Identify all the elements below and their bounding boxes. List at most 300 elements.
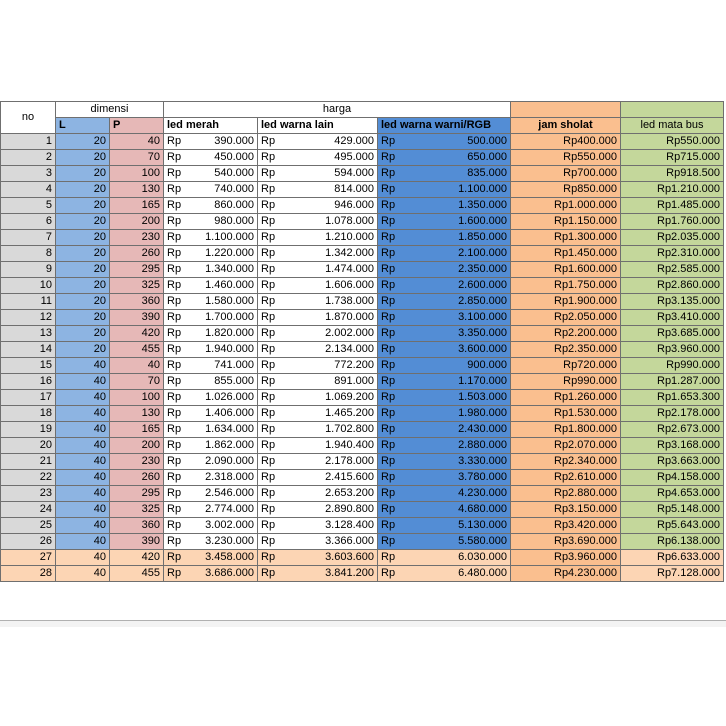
header-led-warna-warni[interactable]: led warna warni/RGB [378, 118, 511, 134]
dimension-l-cell[interactable]: 40 [56, 358, 110, 374]
dimension-p-cell[interactable]: 325 [110, 278, 164, 294]
header-jam-sholat[interactable]: jam sholat [511, 118, 621, 134]
currency-label: Rp [261, 295, 276, 307]
dimension-p-cell[interactable]: 200 [110, 214, 164, 230]
jam-sholat-cell[interactable]: Rp2.200.000 [511, 326, 621, 342]
led-warna-lain-cell[interactable] [258, 150, 378, 166]
dimension-p-cell[interactable]: 70 [110, 374, 164, 390]
jam-sholat-cell[interactable]: Rp990.000 [511, 374, 621, 390]
dimension-l-cell[interactable]: 20 [56, 246, 110, 262]
led-mata-bus-cell[interactable]: Rp3.960.000 [621, 342, 724, 358]
row-number-cell[interactable]: 16 [1, 374, 56, 390]
row-number-cell[interactable]: 24 [1, 502, 56, 518]
amount-value: 495.000 [334, 151, 374, 163]
led-mata-bus-cell[interactable]: Rp550.000 [621, 134, 724, 150]
led-mata-bus-cell[interactable]: Rp1.287.000 [621, 374, 724, 390]
row-number-cell[interactable]: 15 [1, 358, 56, 374]
row-number-cell[interactable]: 12 [1, 310, 56, 326]
led-warna-warni-cell[interactable] [378, 374, 511, 390]
jam-sholat-cell[interactable]: Rp1.000.000 [511, 198, 621, 214]
dimension-l-cell[interactable]: 40 [56, 470, 110, 486]
currency-label: Rp [261, 183, 276, 195]
row-number-cell[interactable]: 21 [1, 454, 56, 470]
led-merah-cell[interactable] [164, 198, 258, 214]
led-warna-warni-cell[interactable] [378, 566, 511, 582]
amount-value: 1.870.000 [325, 311, 374, 323]
table-row [1, 294, 724, 310]
led-merah-cell[interactable] [164, 470, 258, 486]
led-warna-warni-cell[interactable] [378, 550, 511, 566]
table-row [1, 246, 724, 262]
dimension-p-cell[interactable]: 40 [110, 134, 164, 150]
currency-label: Rp [381, 231, 396, 243]
amount-value: 1.940.000 [205, 343, 254, 355]
currency-label: Rp [381, 487, 396, 499]
dimension-l-cell[interactable]: 20 [56, 166, 110, 182]
jam-sholat-cell[interactable]: Rp2.350.000 [511, 342, 621, 358]
led-warna-warni-cell[interactable] [378, 390, 511, 406]
amount-value: 2.546.000 [205, 487, 254, 499]
jam-sholat-cell[interactable]: Rp720.000 [511, 358, 621, 374]
dimension-p-cell[interactable]: 165 [110, 198, 164, 214]
row-number-cell[interactable]: 6 [1, 214, 56, 230]
currency-label: Rp [167, 135, 182, 147]
dimension-l-cell[interactable]: 20 [56, 342, 110, 358]
sheet-tab-bar[interactable] [0, 620, 726, 627]
dimension-p-cell[interactable]: 260 [110, 246, 164, 262]
led-warna-lain-cell[interactable] [258, 470, 378, 486]
dimension-p-cell[interactable]: 100 [110, 166, 164, 182]
amount-value: 835.000 [467, 167, 507, 179]
led-warna-warni-cell[interactable] [378, 326, 511, 342]
row-number-cell[interactable]: 18 [1, 406, 56, 422]
led-warna-warni-cell[interactable] [378, 310, 511, 326]
led-warna-lain-cell[interactable] [258, 390, 378, 406]
jam-sholat-cell[interactable]: Rp1.150.000 [511, 214, 621, 230]
led-mata-bus-cell[interactable]: Rp2.310.000 [621, 246, 724, 262]
led-mata-bus-cell[interactable]: Rp1.210.000 [621, 182, 724, 198]
led-merah-cell[interactable] [164, 438, 258, 454]
led-warna-lain-cell[interactable] [258, 502, 378, 518]
dimension-p-cell[interactable]: 295 [110, 486, 164, 502]
led-warna-lain-cell[interactable] [258, 182, 378, 198]
row-number-cell[interactable]: 25 [1, 518, 56, 534]
currency-label: Rp [381, 183, 396, 195]
led-mata-bus-cell[interactable]: Rp4.158.000 [621, 470, 724, 486]
row-number-cell[interactable]: 28 [1, 566, 56, 582]
led-warna-lain-cell[interactable] [258, 486, 378, 502]
led-mata-bus-cell[interactable]: Rp7.128.000 [621, 566, 724, 582]
jam-sholat-cell[interactable]: Rp2.050.000 [511, 310, 621, 326]
led-warna-lain-cell[interactable] [258, 374, 378, 390]
currency-label: Rp [261, 439, 276, 451]
row-number-cell[interactable]: 2 [1, 150, 56, 166]
led-mata-bus-cell[interactable]: Rp3.135.000 [621, 294, 724, 310]
row-number-cell[interactable]: 4 [1, 182, 56, 198]
jam-sholat-cell[interactable]: Rp2.880.000 [511, 486, 621, 502]
amount-value: 3.350.000 [458, 327, 507, 339]
row-number-cell[interactable]: 17 [1, 390, 56, 406]
led-warna-lain-cell[interactable] [258, 518, 378, 534]
amount-value: 1.220.000 [205, 247, 254, 259]
led-mata-bus-cell[interactable]: Rp2.860.000 [621, 278, 724, 294]
currency-label: Rp [381, 167, 396, 179]
dimension-l-cell[interactable]: 40 [56, 518, 110, 534]
table-row [1, 326, 724, 342]
led-warna-lain-cell[interactable] [258, 534, 378, 550]
led-mata-bus-cell[interactable]: Rp715.000 [621, 150, 724, 166]
dimension-l-cell[interactable]: 20 [56, 198, 110, 214]
jam-sholat-cell[interactable]: Rp3.150.000 [511, 502, 621, 518]
currency-label: Rp [261, 151, 276, 163]
led-merah-cell[interactable] [164, 326, 258, 342]
dimension-l-cell[interactable]: 40 [56, 502, 110, 518]
led-warna-lain-cell[interactable] [258, 262, 378, 278]
jam-sholat-cell[interactable]: Rp1.450.000 [511, 246, 621, 262]
row-number-cell[interactable]: 27 [1, 550, 56, 566]
led-warna-lain-cell[interactable] [258, 406, 378, 422]
currency-label: Rp [381, 535, 396, 547]
led-merah-cell[interactable] [164, 150, 258, 166]
jam-sholat-cell[interactable]: Rp1.750.000 [511, 278, 621, 294]
amount-value: 980.000 [214, 215, 254, 227]
currency-label: Rp [381, 343, 396, 355]
led-merah-cell[interactable] [164, 486, 258, 502]
led-warna-warni-cell[interactable] [378, 198, 511, 214]
led-warna-warni-cell[interactable] [378, 502, 511, 518]
currency-label: Rp [261, 263, 276, 275]
amount-value: 1.406.000 [205, 407, 254, 419]
header-led-mata-bus-top[interactable] [621, 102, 724, 118]
led-merah-cell[interactable] [164, 182, 258, 198]
dimension-p-cell[interactable]: 130 [110, 406, 164, 422]
jam-sholat-cell[interactable]: Rp3.690.000 [511, 534, 621, 550]
jam-sholat-cell[interactable]: Rp2.070.000 [511, 438, 621, 454]
dimension-l-cell[interactable]: 40 [56, 422, 110, 438]
amount-value: 1.606.000 [325, 279, 374, 291]
led-merah-cell[interactable] [164, 374, 258, 390]
jam-sholat-cell[interactable]: Rp3.420.000 [511, 518, 621, 534]
led-mata-bus-cell[interactable]: Rp1.760.000 [621, 214, 724, 230]
led-merah-cell[interactable] [164, 214, 258, 230]
jam-sholat-cell[interactable]: Rp550.000 [511, 150, 621, 166]
led-merah-cell[interactable] [164, 406, 258, 422]
currency-label: Rp [261, 551, 276, 563]
led-warna-lain-cell[interactable] [258, 438, 378, 454]
led-warna-warni-cell[interactable] [378, 294, 511, 310]
jam-sholat-cell[interactable]: Rp3.960.000 [511, 550, 621, 566]
jam-sholat-cell[interactable]: Rp850.000 [511, 182, 621, 198]
table-row [1, 166, 724, 182]
row-number-cell[interactable]: 23 [1, 486, 56, 502]
dimension-p-cell[interactable]: 360 [110, 294, 164, 310]
led-warna-warni-cell[interactable] [378, 438, 511, 454]
led-warna-warni-cell[interactable] [378, 406, 511, 422]
led-mata-bus-cell[interactable]: Rp2.673.000 [621, 422, 724, 438]
led-warna-lain-cell[interactable] [258, 310, 378, 326]
row-number-cell[interactable]: 1 [1, 134, 56, 150]
led-mata-bus-cell[interactable]: Rp918.500 [621, 166, 724, 182]
led-warna-lain-cell[interactable] [258, 230, 378, 246]
table-row [1, 374, 724, 390]
dimension-l-cell[interactable]: 40 [56, 550, 110, 566]
currency-label: Rp [381, 519, 396, 531]
table-row [1, 358, 724, 374]
table-row [1, 534, 724, 550]
led-mata-bus-cell[interactable]: Rp1.485.000 [621, 198, 724, 214]
header-led-mata-bus[interactable]: led mata bus [621, 118, 724, 134]
table-row [1, 502, 724, 518]
dimension-p-cell[interactable]: 130 [110, 182, 164, 198]
led-mata-bus-cell[interactable]: Rp3.685.000 [621, 326, 724, 342]
led-merah-cell[interactable] [164, 550, 258, 566]
jam-sholat-cell[interactable]: Rp2.340.000 [511, 454, 621, 470]
header-l[interactable]: L [56, 118, 110, 134]
row-number-cell[interactable]: 3 [1, 166, 56, 182]
header-led-warna-lain[interactable]: led warna lain [258, 118, 378, 134]
led-merah-cell[interactable] [164, 534, 258, 550]
dimension-l-cell[interactable]: 40 [56, 566, 110, 582]
led-merah-cell[interactable] [164, 262, 258, 278]
led-warna-lain-cell[interactable] [258, 214, 378, 230]
led-warna-lain-cell[interactable] [258, 278, 378, 294]
led-merah-cell[interactable] [164, 342, 258, 358]
row-number-cell[interactable]: 8 [1, 246, 56, 262]
currency-label: Rp [261, 327, 276, 339]
amount-value: 2.318.000 [205, 471, 254, 483]
led-mata-bus-cell[interactable]: Rp2.178.000 [621, 406, 724, 422]
led-mata-bus-cell[interactable]: Rp2.585.000 [621, 262, 724, 278]
row-number-cell[interactable]: 5 [1, 198, 56, 214]
jam-sholat-cell[interactable]: Rp1.530.000 [511, 406, 621, 422]
currency-label: Rp [167, 263, 182, 275]
jam-sholat-cell[interactable]: Rp400.000 [511, 134, 621, 150]
led-mata-bus-cell[interactable]: Rp6.633.000 [621, 550, 724, 566]
row-number-cell[interactable]: 7 [1, 230, 56, 246]
currency-label: Rp [167, 279, 182, 291]
led-warna-warni-cell[interactable] [378, 534, 511, 550]
dimension-l-cell[interactable]: 40 [56, 390, 110, 406]
led-warna-warni-cell[interactable] [378, 150, 511, 166]
currency-label: Rp [167, 151, 182, 163]
currency-label: Rp [167, 455, 182, 467]
led-warna-warni-cell[interactable] [378, 278, 511, 294]
amount-value: 2.890.800 [325, 503, 374, 515]
led-warna-warni-cell[interactable] [378, 262, 511, 278]
led-warna-warni-cell[interactable] [378, 134, 511, 150]
led-warna-warni-cell[interactable] [378, 182, 511, 198]
dimension-p-cell[interactable]: 100 [110, 390, 164, 406]
led-merah-cell[interactable] [164, 166, 258, 182]
led-warna-warni-cell[interactable] [378, 214, 511, 230]
led-warna-warni-cell[interactable] [378, 422, 511, 438]
dimension-p-cell[interactable]: 325 [110, 502, 164, 518]
led-warna-warni-cell[interactable] [378, 342, 511, 358]
led-merah-cell[interactable] [164, 358, 258, 374]
dimension-l-cell[interactable]: 40 [56, 438, 110, 454]
currency-label: Rp [261, 519, 276, 531]
jam-sholat-cell[interactable]: Rp2.610.000 [511, 470, 621, 486]
row-number-cell[interactable]: 20 [1, 438, 56, 454]
led-merah-cell[interactable] [164, 454, 258, 470]
table-row [1, 390, 724, 406]
led-warna-warni-cell[interactable] [378, 486, 511, 502]
jam-sholat-cell[interactable]: Rp1.600.000 [511, 262, 621, 278]
row-number-cell[interactable]: 10 [1, 278, 56, 294]
dimension-l-cell[interactable]: 40 [56, 454, 110, 470]
led-merah-cell[interactable] [164, 518, 258, 534]
led-warna-lain-cell[interactable] [258, 566, 378, 582]
row-number-cell[interactable]: 13 [1, 326, 56, 342]
led-warna-lain-cell[interactable] [258, 342, 378, 358]
dimension-l-cell[interactable]: 40 [56, 534, 110, 550]
table-row [1, 406, 724, 422]
dimension-l-cell[interactable]: 20 [56, 262, 110, 278]
row-number-cell[interactable]: 9 [1, 262, 56, 278]
led-warna-lain-cell[interactable] [258, 422, 378, 438]
header-led-merah[interactable]: led merah [164, 118, 258, 134]
led-merah-cell[interactable] [164, 422, 258, 438]
led-merah-cell[interactable] [164, 134, 258, 150]
led-warna-lain-cell[interactable] [258, 246, 378, 262]
led-warna-warni-cell[interactable] [378, 230, 511, 246]
dimension-p-cell[interactable]: 230 [110, 230, 164, 246]
jam-sholat-cell[interactable]: Rp1.900.000 [511, 294, 621, 310]
amount-value: 3.366.000 [325, 535, 374, 547]
jam-sholat-cell[interactable]: Rp1.260.000 [511, 390, 621, 406]
led-warna-lain-cell[interactable] [258, 550, 378, 566]
led-mata-bus-cell[interactable]: Rp4.653.000 [621, 486, 724, 502]
jam-sholat-cell[interactable]: Rp700.000 [511, 166, 621, 182]
row-number-cell[interactable]: 14 [1, 342, 56, 358]
dimension-l-cell[interactable]: 20 [56, 278, 110, 294]
jam-sholat-cell[interactable]: Rp4.230.000 [511, 566, 621, 582]
dimension-p-cell[interactable]: 455 [110, 566, 164, 582]
currency-label: Rp [167, 391, 182, 403]
led-mata-bus-cell[interactable]: Rp5.148.000 [621, 502, 724, 518]
led-merah-cell[interactable] [164, 230, 258, 246]
jam-sholat-cell[interactable]: Rp1.800.000 [511, 422, 621, 438]
led-mata-bus-cell[interactable]: Rp2.035.000 [621, 230, 724, 246]
jam-sholat-cell[interactable]: Rp1.300.000 [511, 230, 621, 246]
currency-label: Rp [261, 375, 276, 387]
led-warna-lain-cell[interactable] [258, 294, 378, 310]
dimension-p-cell[interactable]: 420 [110, 550, 164, 566]
dimension-l-cell[interactable]: 20 [56, 294, 110, 310]
dimension-l-cell[interactable]: 40 [56, 406, 110, 422]
led-warna-lain-cell[interactable] [258, 166, 378, 182]
table-row [1, 134, 724, 150]
led-warna-lain-cell[interactable] [258, 134, 378, 150]
led-merah-cell[interactable] [164, 294, 258, 310]
header-harga[interactable]: harga [164, 102, 511, 118]
dimension-l-cell[interactable]: 20 [56, 182, 110, 198]
led-warna-warni-cell[interactable] [378, 246, 511, 262]
header-jam-sholat-top[interactable] [511, 102, 621, 118]
dimension-p-cell[interactable]: 165 [110, 422, 164, 438]
table-row [1, 470, 724, 486]
led-merah-cell[interactable] [164, 390, 258, 406]
led-merah-cell[interactable] [164, 278, 258, 294]
currency-label: Rp [381, 375, 396, 387]
led-mata-bus-cell[interactable]: Rp3.663.000 [621, 454, 724, 470]
dimension-p-cell[interactable]: 420 [110, 326, 164, 342]
amount-value: 3.128.400 [325, 519, 374, 531]
led-warna-lain-cell[interactable] [258, 326, 378, 342]
amount-value: 2.653.200 [325, 487, 374, 499]
led-merah-cell[interactable] [164, 502, 258, 518]
currency-label: Rp [261, 247, 276, 259]
amount-value: 772.200 [334, 359, 374, 371]
dimension-p-cell[interactable]: 40 [110, 358, 164, 374]
dimension-p-cell[interactable]: 390 [110, 310, 164, 326]
dimension-l-cell[interactable]: 40 [56, 486, 110, 502]
dimension-l-cell[interactable]: 20 [56, 230, 110, 246]
led-mata-bus-cell[interactable]: Rp990.000 [621, 358, 724, 374]
led-warna-warni-cell[interactable] [378, 518, 511, 534]
amount-value: 1.340.000 [205, 263, 254, 275]
led-warna-lain-cell[interactable] [258, 454, 378, 470]
dimension-l-cell[interactable]: 20 [56, 150, 110, 166]
led-warna-warni-cell[interactable] [378, 470, 511, 486]
row-number-cell[interactable]: 22 [1, 470, 56, 486]
led-warna-warni-cell[interactable] [378, 454, 511, 470]
dimension-p-cell[interactable]: 390 [110, 534, 164, 550]
led-mata-bus-cell[interactable]: Rp3.410.000 [621, 310, 724, 326]
amount-value: 3.230.000 [205, 535, 254, 547]
amount-value: 1.980.000 [458, 407, 507, 419]
dimension-p-cell[interactable]: 70 [110, 150, 164, 166]
dimension-p-cell[interactable]: 200 [110, 438, 164, 454]
dimension-l-cell[interactable]: 40 [56, 374, 110, 390]
table-row [1, 262, 724, 278]
amount-value: 855.000 [214, 375, 254, 387]
led-mata-bus-cell[interactable]: Rp1.653.300 [621, 390, 724, 406]
led-merah-cell[interactable] [164, 310, 258, 326]
dimension-l-cell[interactable]: 20 [56, 214, 110, 230]
led-warna-warni-cell[interactable] [378, 358, 511, 374]
amount-value: 1.026.000 [205, 391, 254, 403]
amount-value: 540.000 [214, 167, 254, 179]
header-dimensi[interactable]: dimensi [56, 102, 164, 118]
header-no[interactable]: no [1, 102, 56, 134]
led-mata-bus-cell[interactable]: Rp6.138.000 [621, 534, 724, 550]
row-number-cell[interactable]: 26 [1, 534, 56, 550]
currency-label: Rp [167, 503, 182, 515]
dimension-l-cell[interactable]: 20 [56, 326, 110, 342]
row-number-cell[interactable]: 19 [1, 422, 56, 438]
dimension-p-cell[interactable]: 260 [110, 470, 164, 486]
amount-value: 3.686.000 [205, 567, 254, 579]
row-number-cell[interactable]: 11 [1, 294, 56, 310]
led-mata-bus-cell[interactable]: Rp5.643.000 [621, 518, 724, 534]
dimension-p-cell[interactable]: 360 [110, 518, 164, 534]
dimension-p-cell[interactable]: 230 [110, 454, 164, 470]
led-warna-lain-cell[interactable] [258, 358, 378, 374]
price-spreadsheet [0, 101, 724, 582]
dimension-l-cell[interactable]: 20 [56, 310, 110, 326]
header-p[interactable]: P [110, 118, 164, 134]
led-merah-cell[interactable] [164, 246, 258, 262]
amount-value: 2.350.000 [458, 263, 507, 275]
led-warna-warni-cell[interactable] [378, 166, 511, 182]
led-warna-lain-cell[interactable] [258, 198, 378, 214]
led-mata-bus-cell[interactable]: Rp3.168.000 [621, 438, 724, 454]
dimension-l-cell[interactable]: 20 [56, 134, 110, 150]
dimension-p-cell[interactable]: 455 [110, 342, 164, 358]
dimension-p-cell[interactable]: 295 [110, 262, 164, 278]
led-merah-cell[interactable] [164, 566, 258, 582]
